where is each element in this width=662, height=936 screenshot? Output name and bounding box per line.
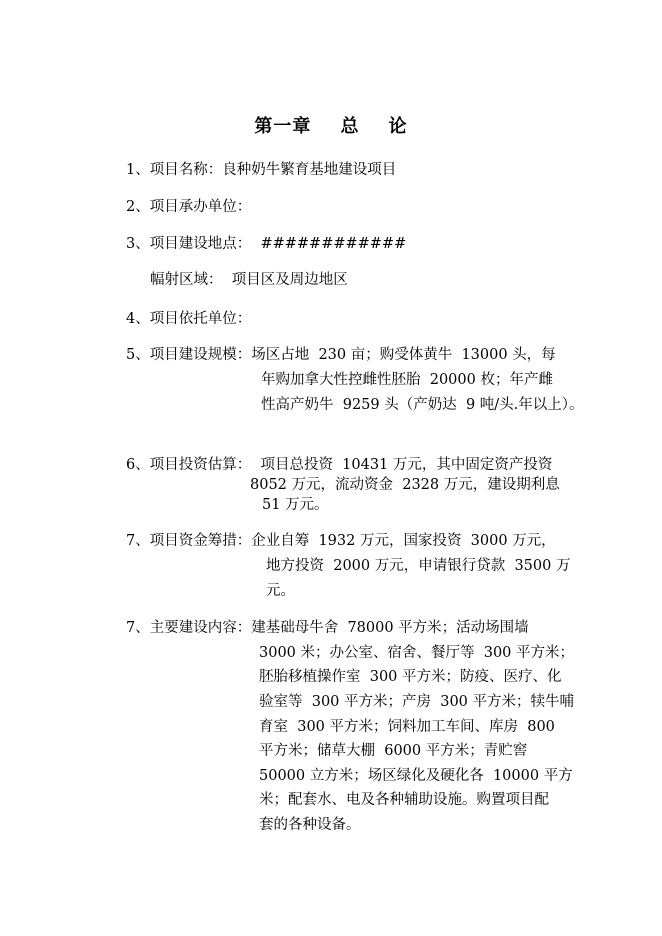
item-content-line-4: 验室等 300 平方米；产房 300 平方米；犊牛哺 [259,694,575,710]
item-radiation-area: 幅射区域： 项目区及周边地区 [150,272,348,288]
item-content-line-8: 米；配套水、电及各种辅助设施。购置项目配 [259,792,549,808]
item-content-line-6: 平方米；储草大棚 6000 平方米；青贮窖 [259,743,528,759]
item-content-line-5: 育室 300 平方米；饲料加工车间、库房 800 [259,719,555,735]
item-content-line-3: 胚胎移植操作室 300 平方米；防疫、医疗、化 [259,669,562,685]
item-funding-line-3: 元。 [266,583,295,599]
item-investment-line-3: 51 万元。 [262,497,329,513]
item-funding-line-1: 7、项目资金筹措：企业自筹 1932 万元，国家投资 3000 万元， [126,533,556,549]
item-scale-line-1: 5、项目建设规模：场区占地 230 亩；购受体黄牛 13000 头，每 [126,347,556,363]
item-content-line-7: 50000 立方米；场区绿化及硬化各 10000 平方 [259,768,573,784]
item-undertaking-unit: 2、项目承办单位： [126,199,252,215]
item-content-line-2: 3000 米；办公室、宿舍、餐厅等 300 平方米； [259,645,575,661]
item-scale-line-3: 性高产奶牛 9259 头（产奶达 9 吨/头.年以上）。 [261,397,584,413]
item-content-line-9: 套的各种设备。 [259,817,361,833]
item-investment-line-2: 8052 万元，流动资金 2328 万元，建设期利息 [250,477,560,493]
item-scale-line-2: 年购加拿大性控雌性胚胎 20000 枚；年产雌 [261,372,553,388]
item-investment-line-1: 6、项目投资估算： 项目总投资 10431 万元，其中固定资产投资 [126,457,553,473]
item-funding-line-2: 地方投资 2000 万元，申请银行贷款 3500 万 [266,558,571,574]
item-supporting-unit: 4、项目依托单位： [126,311,252,327]
item-construction-site: 3、项目建设地点： ############ [126,236,407,252]
chapter-title: 第一章 总 论 [254,116,408,137]
item-project-name: 1、项目名称：良种奶牛繁育基地建设项目 [126,162,397,178]
item-content-line-1: 7、主要建设内容：建基础母牛舍 78000 平方米；活动场围墙 [126,620,529,636]
